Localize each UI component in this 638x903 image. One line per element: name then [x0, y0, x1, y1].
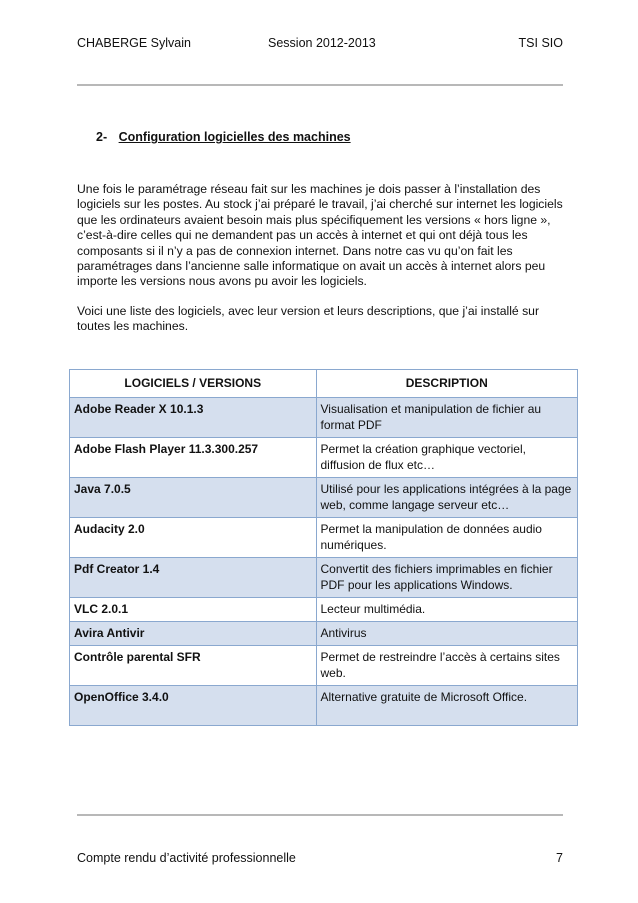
- table-row: [70, 478, 578, 518]
- software-table: [69, 369, 578, 726]
- section-title-text: Configuration logicielles des machines: [118, 130, 351, 144]
- software-name: Contrôle parental SFR: [70, 646, 317, 686]
- software-name: VLC 2.0.1: [70, 598, 317, 622]
- software-name: Pdf Creator 1.4: [70, 558, 317, 598]
- software-name: Audacity 2.0: [70, 518, 317, 558]
- software-description: Visualisation et manipulation de fichier au format PDF: [316, 398, 578, 438]
- table-row: [70, 398, 578, 438]
- header-session: Session 2012-2013: [268, 36, 376, 50]
- table-row: [70, 686, 578, 726]
- page-number: 7: [556, 851, 563, 865]
- table-row: [70, 622, 578, 646]
- software-description: Permet de restreindre l’accès à certains sites web.: [316, 646, 578, 686]
- software-name: Adobe Reader X 10.1.3: [70, 398, 317, 438]
- section-title: [96, 130, 351, 144]
- software-description: Lecteur multimédia.: [316, 598, 578, 622]
- table-row: [70, 438, 578, 478]
- header-divider: [77, 84, 563, 86]
- software-name: Adobe Flash Player 11.3.300.257: [70, 438, 317, 478]
- software-description: Utilisé pour les applications intégrées à la page web, comme langage serveur etc…: [316, 478, 578, 518]
- software-description: Convertit des fichiers imprimables en fichier PDF pour les applications Windows.: [316, 558, 578, 598]
- software-name: Java 7.0.5: [70, 478, 317, 518]
- header-course: TSI SIO: [518, 36, 563, 50]
- table-header-row: [70, 370, 578, 398]
- software-description: Antivirus: [316, 622, 578, 646]
- table-row: [70, 518, 578, 558]
- table-row: [70, 646, 578, 686]
- software-name: Avira Antivir: [70, 622, 317, 646]
- software-description: Permet la manipulation de données audio numériques.: [316, 518, 578, 558]
- intro-paragraph: Une fois le paramétrage réseau fait sur les machines je dois passer à l’installation des logiciels sur les postes. Au stock j’ai préparé le travail, j’ai cherché sur internet les logiciels que les ordinateurs avaient besoin mais plus spécifiquement les versions « hors ligne », c’est-à-dire celles qui ne demandent pas un accès à internet et qui ont déjà tous les composants si il n’y a pas de connexion internet. Dans notre cas vu qu’on fait les paramétrages dans l’ancienne salle informatique on avait un accès à internet alors peu importe les versions nous avons pu avoir les logiciels.: [77, 182, 563, 289]
- page-footer: [77, 851, 563, 869]
- footer-divider: [77, 814, 563, 816]
- table-row: [70, 558, 578, 598]
- software-description: Alternative gratuite de Microsoft Office.: [316, 686, 578, 726]
- column-header-software: LOGICIELS / VERSIONS: [70, 370, 317, 398]
- software-name: OpenOffice 3.4.0: [70, 686, 317, 726]
- column-header-description: DESCRIPTION: [316, 370, 578, 398]
- page-header: [77, 36, 563, 54]
- software-description: Permet la création graphique vectoriel, diffusion de flux etc…: [316, 438, 578, 478]
- table-row: [70, 598, 578, 622]
- header-author: CHABERGE Sylvain: [77, 36, 191, 50]
- list-intro-paragraph: Voici une liste des logiciels, avec leur version et leurs descriptions, que j’ai installé sur toutes les machines.: [77, 304, 539, 334]
- section-number: 2-: [96, 130, 108, 144]
- footer-title: Compte rendu d’activité professionnelle: [77, 851, 296, 865]
